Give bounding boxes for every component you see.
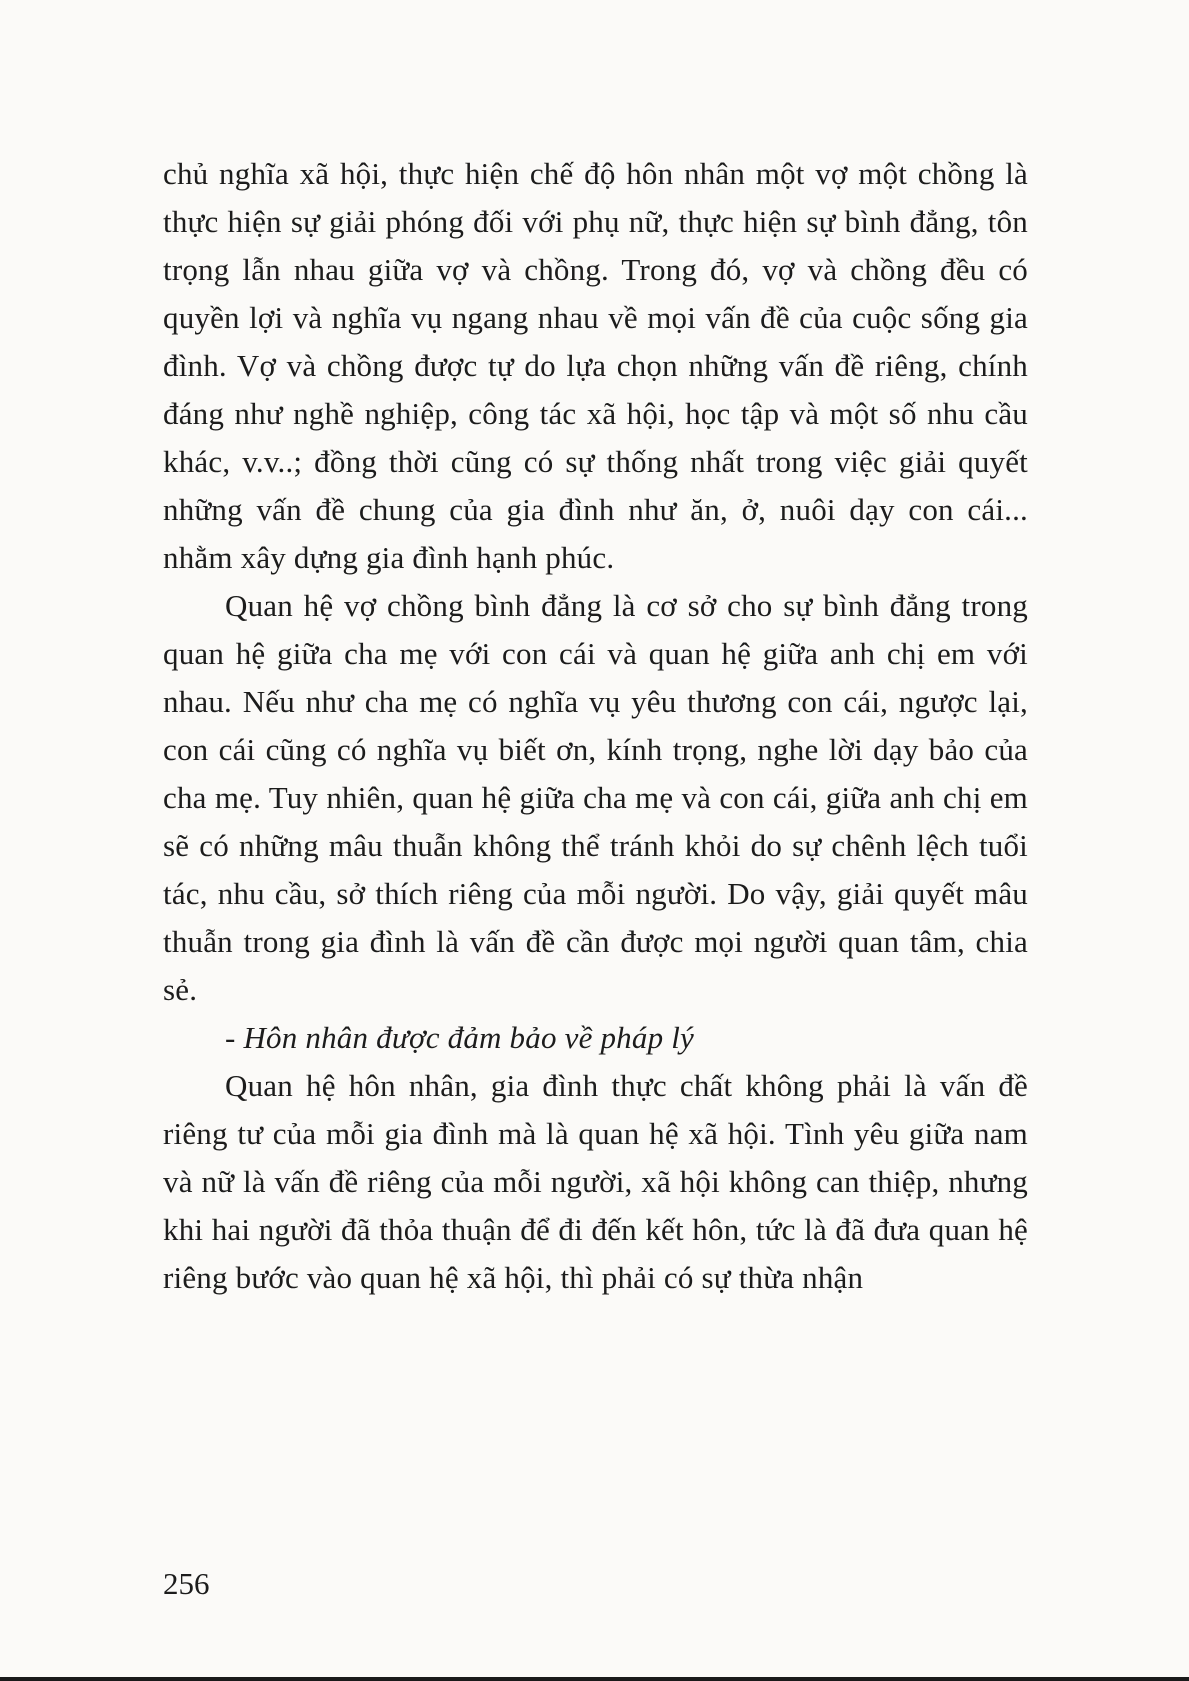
section-subheading: - Hôn nhân được đảm bảo về pháp lý [225,1020,694,1055]
paragraph-continuation: chủ nghĩa xã hội, thực hiện chế độ hôn nhân một vợ một chồng là thực hiện sự giải phóng đối với phụ nữ, thực hiện sự bình đẳng, tôn trọng lẫn nhau giữa vợ và chồng. Trong đó, vợ và chồng đều có quyền lợi và nghĩa vụ ngang nhau về mọi vấn đề của cuộc sống gia đình. Vợ và chồng được tự do lựa chọn những vấn đề riêng, chính đáng như nghề nghiệp, công tác xã hội, học tập và một số nhu cầu khác, v.v..; đồng thời cũng có sự thống nhất trong việc giải quyết những vấn đề chung của gia đình như ăn, ở, nuôi dạy con cái... nhằm xây dựng gia đình hạnh phúc. [163,156,1028,575]
page-body-text [163,150,1028,1302]
scan-edge-divider [0,1677,1189,1681]
page-number: 256 [163,1566,210,1601]
paragraph-marital-equality: Quan hệ vợ chồng bình đẳng là cơ sở cho sự bình đẳng trong quan hệ giữa cha mẹ với con cái và quan hệ giữa anh chị em với nhau. Nếu như cha mẹ có nghĩa vụ yêu thương con cái, ngược lại, con cái cũng có nghĩa vụ biết ơn, kính trọng, nghe lời dạy bảo của cha mẹ. Tuy nhiên, quan hệ giữa cha mẹ và con cái, giữa anh chị em sẽ có những mâu thuẫn không thể tránh khỏi do sự chênh lệch tuổi tác, nhu cầu, sở thích riêng của mỗi người. Do vậy, giải quyết mâu thuẫn trong gia đình là vấn đề cần được mọi người quan tâm, chia sẻ. [163,588,1028,1007]
paragraph-legal-marriage: Quan hệ hôn nhân, gia đình thực chất không phải là vấn đề riêng tư của mỗi gia đình mà là quan hệ xã hội. Tình yêu giữa nam và nữ là vấn đề riêng của mỗi người, xã hội không can thiệp, nhưng khi hai người đã thỏa thuận để đi đến kết hôn, tức là đã đưa quan hệ riêng bước vào quan hệ xã hội, thì phải có sự thừa nhận [163,1068,1028,1295]
